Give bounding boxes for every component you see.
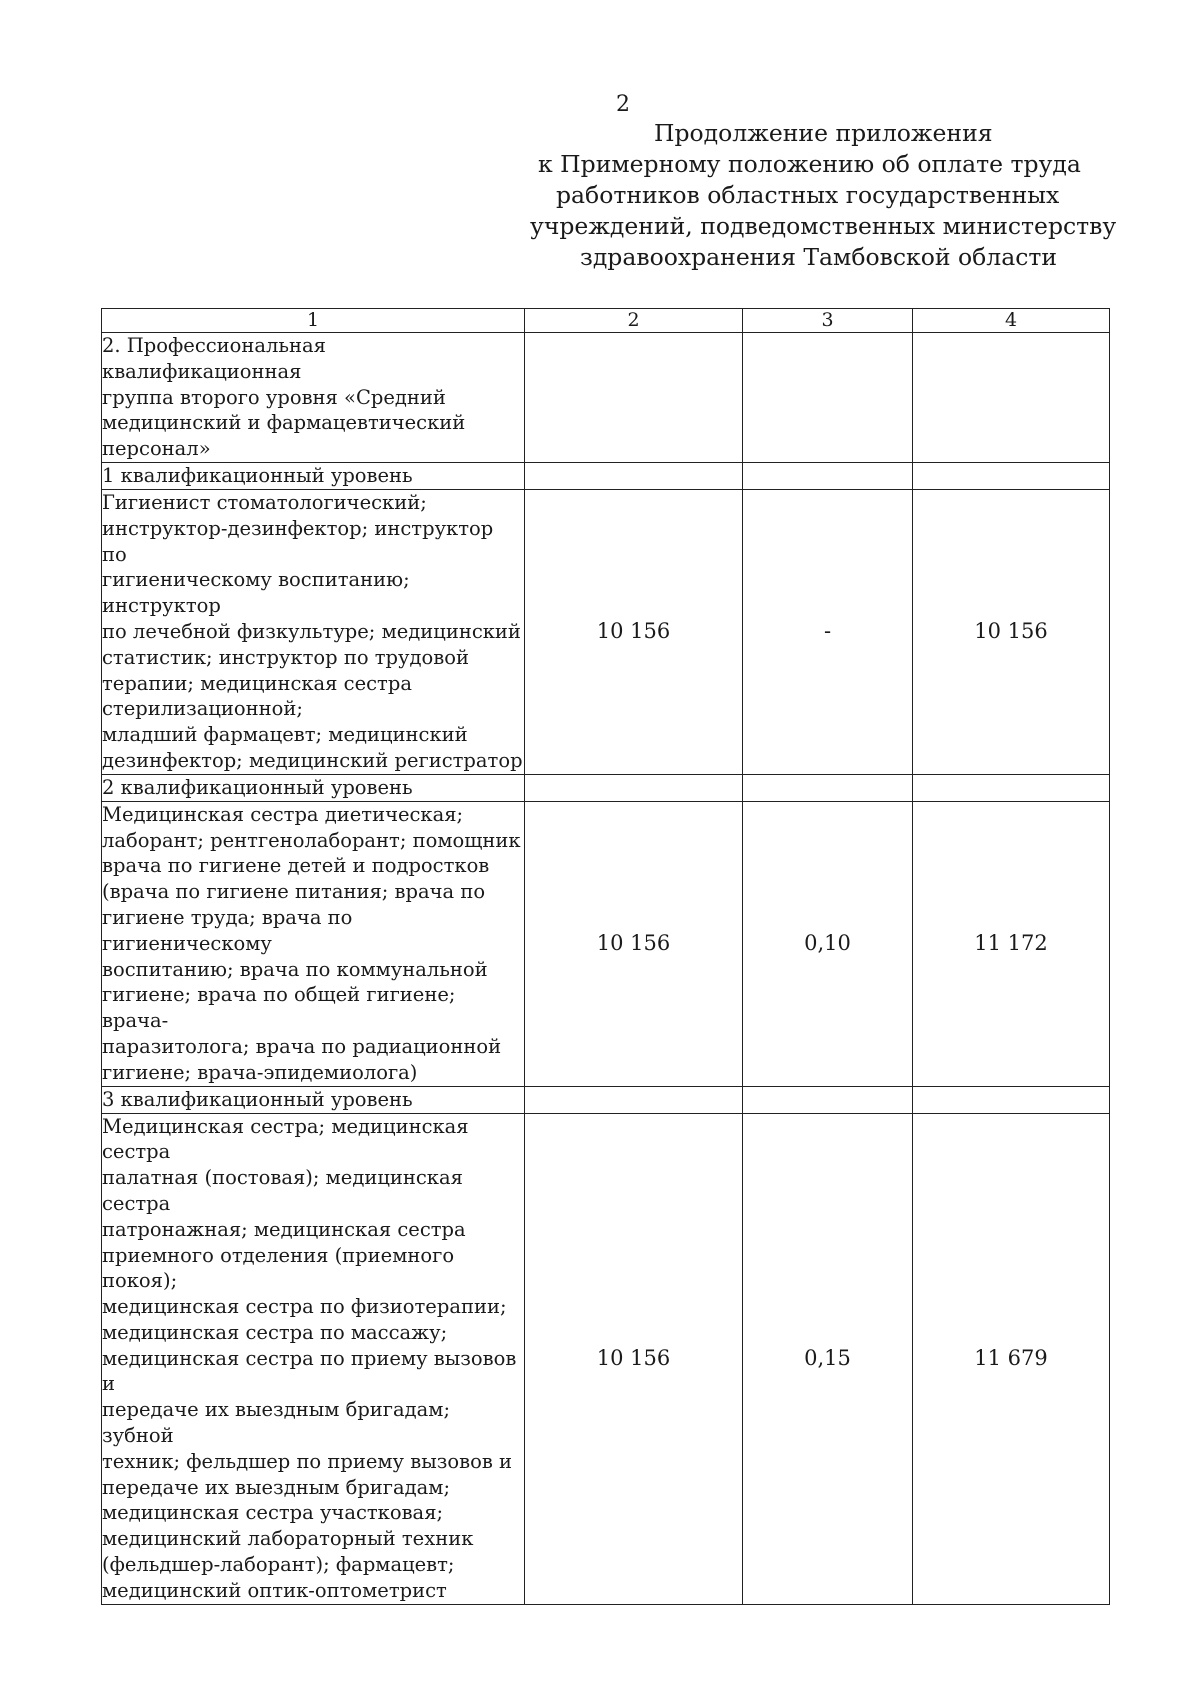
empty-cell (525, 774, 743, 801)
empty-cell (913, 1086, 1110, 1113)
empty-cell (525, 333, 743, 463)
page-number: 2 (616, 92, 630, 117)
base-salary-value: 10 156 (525, 1113, 743, 1604)
column-number: 4 (913, 309, 1110, 333)
level-title: 3 квалификационный уровень (102, 1086, 525, 1113)
level-title: 2 квалификационный уровень (102, 774, 525, 801)
appendix-header-line: к Примерному положению об оплате труда (538, 150, 1081, 178)
coefficient-value: - (743, 489, 913, 774)
appendix-header-line: Продолжение приложения (654, 119, 993, 147)
positions-list: Медицинская сестра диетическая; лаборант; рентгенолаборант; помощник врача по гигиене детей и подростков (врача по гигиене питания; врача по гигиене труда; врача по гигиеническому воспитанию; врача по коммунальной гигиене; врача по общей гигиене; врача- паразитолога; врача по радиационной гигиене; врача-эпидемиолога) (102, 801, 525, 1086)
group-title: 2. Профессиональная квалификационная группа второго уровня «Средний медицинский и фармацевтический персонал» (102, 333, 525, 463)
total-salary-value: 11 172 (913, 801, 1110, 1086)
empty-cell (743, 462, 913, 489)
coefficient-value: 0,15 (743, 1113, 913, 1604)
level-positions-row (102, 489, 1110, 774)
level-title: 1 квалификационный уровень (102, 462, 525, 489)
appendix-header-line: работников областных государственных (556, 181, 1060, 209)
base-salary-value: 10 156 (525, 801, 743, 1086)
positions-list: Медицинская сестра; медицинская сестра палатная (постовая); медицинская сестра патронажная; медицинская сестра приемного отделения (приемного покоя); медицинская сестра по физиотерапии; медицинская сестра по массажу; медицинская сестра по приему вызовов и передаче их выездным бригадам; зубной техник; фельдшер по приему вызовов и передаче их выездным бригадам; медицинская сестра участковая; медицинский лабораторный техник (фельдшер-лаборант); фармацевт; медицинский оптик-оптометрист (102, 1113, 525, 1604)
column-number-row (102, 309, 1110, 333)
coefficient-value: 0,10 (743, 801, 913, 1086)
positions-list: Гигиенист стоматологический; инструктор-дезинфектор; инструктор по гигиеническому воспитанию; инструктор по лечебной физкультуре; медицинский статистик; инструктор по трудовой терапии; медицинская сестра стерилизационной; младший фармацевт; медицинский дезинфектор; медицинский регистратор (102, 489, 525, 774)
appendix-header-line: здравоохранения Тамбовской области (580, 243, 1058, 271)
empty-cell (743, 1086, 913, 1113)
total-salary-value: 10 156 (913, 489, 1110, 774)
salary-table (101, 308, 1110, 1605)
level-title-row (102, 774, 1110, 801)
level-title-row (102, 462, 1110, 489)
empty-cell (525, 1086, 743, 1113)
empty-cell (913, 333, 1110, 463)
level-positions-row (102, 801, 1110, 1086)
total-salary-value: 11 679 (913, 1113, 1110, 1604)
level-title-row (102, 1086, 1110, 1113)
level-positions-row (102, 1113, 1110, 1604)
appendix-header (490, 118, 1130, 273)
base-salary-value: 10 156 (525, 489, 743, 774)
empty-cell (743, 333, 913, 463)
empty-cell (913, 774, 1110, 801)
appendix-header-line: учреждений, подведомственных министерству (530, 212, 1117, 240)
empty-cell (913, 462, 1110, 489)
group-title-row (102, 333, 1110, 463)
empty-cell (743, 774, 913, 801)
column-number: 2 (525, 309, 743, 333)
column-number: 3 (743, 309, 913, 333)
empty-cell (525, 462, 743, 489)
column-number: 1 (102, 309, 525, 333)
